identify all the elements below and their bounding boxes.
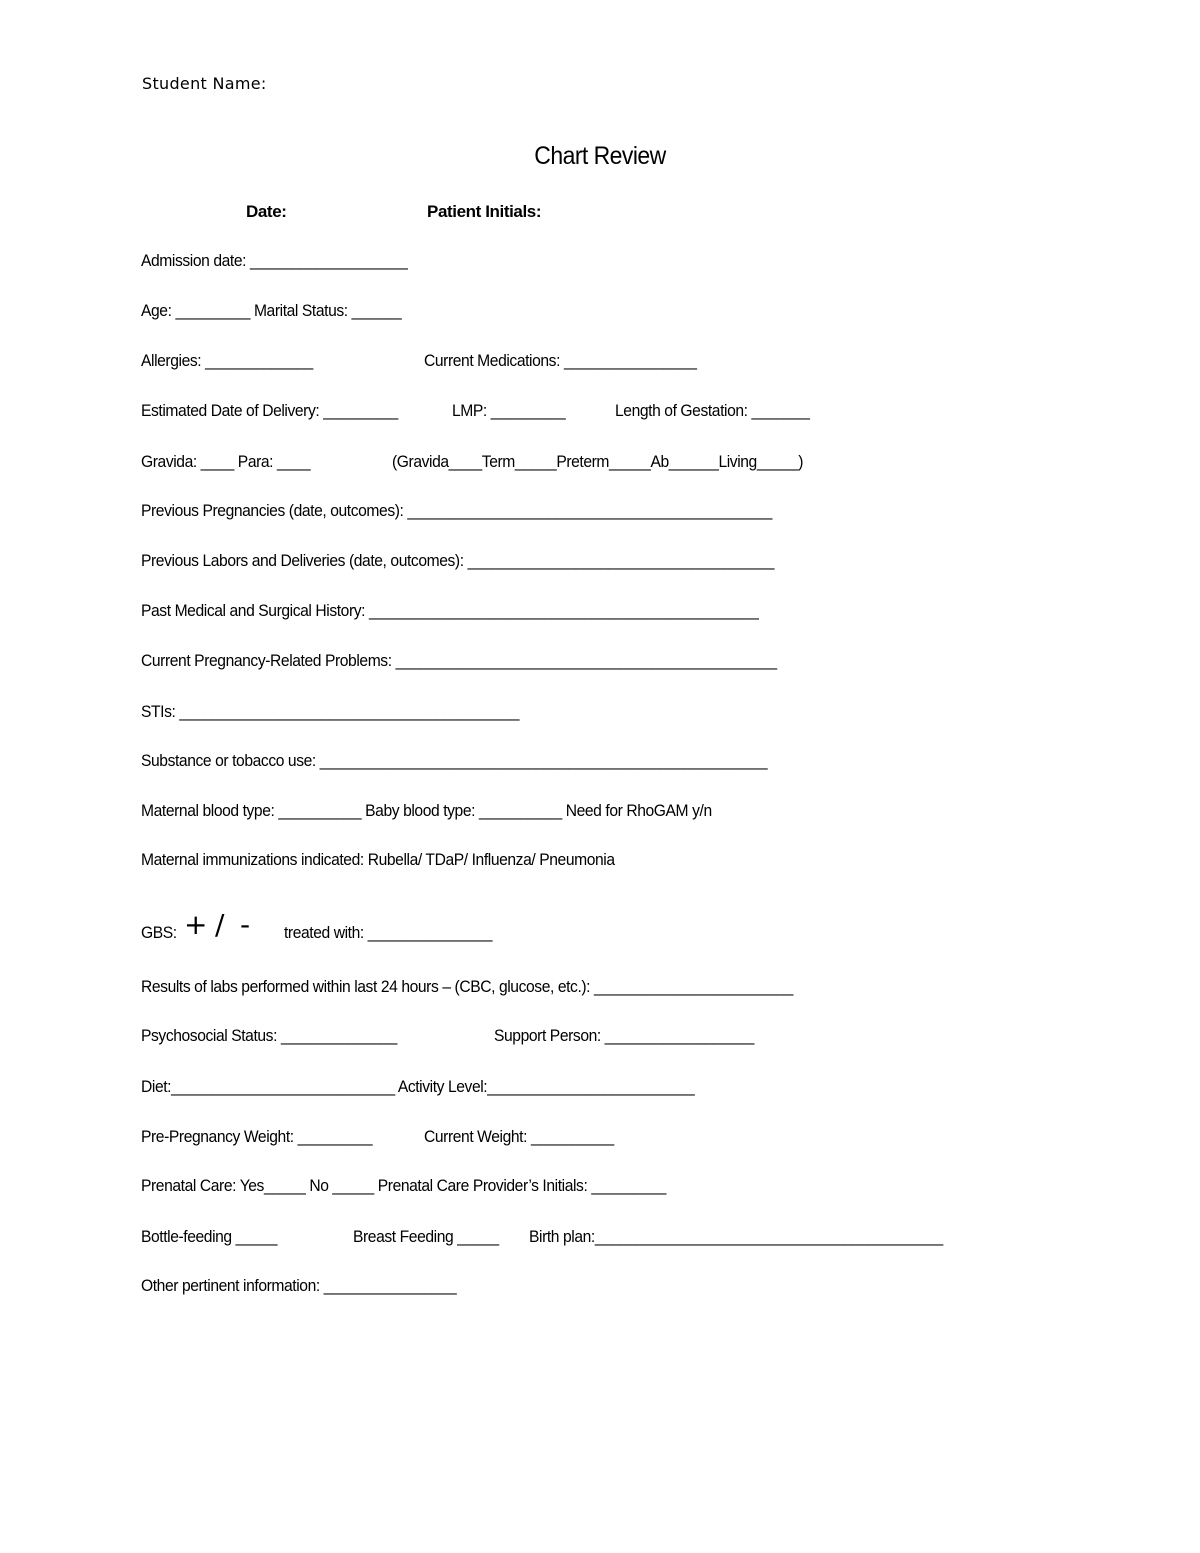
bottle-feeding-field[interactable]: Bottle-feeding _____	[141, 1227, 278, 1246]
patient-initials-label: Patient Initials:	[427, 202, 542, 221]
support-person-field[interactable]: Support Person: __________________	[494, 1026, 754, 1045]
gtpal-field[interactable]: (Gravida____Term_____Preterm_____Ab______Living_____)	[392, 452, 804, 471]
previous-labors-field[interactable]: Previous Labors and Deliveries (date, outcomes): _____________________________________	[141, 551, 775, 570]
page-title: Chart Review	[534, 142, 666, 170]
current-medications-field[interactable]: Current Medications: ________________	[424, 351, 697, 370]
blood-type-field[interactable]: Maternal blood type: __________ Baby blood type: __________ Need for RhoGAM y/n	[141, 801, 712, 820]
gbs-treated-with-field[interactable]: treated with: _______________	[284, 923, 493, 942]
estimated-delivery-date-field[interactable]: Estimated Date of Delivery: _________	[141, 401, 398, 420]
stis-field[interactable]: STIs: _________________________________________	[141, 702, 520, 721]
gbs-positive-option[interactable]: +	[184, 908, 208, 941]
gbs-label: GBS:	[141, 923, 177, 942]
substance-use-field[interactable]: Substance or tobacco use: ______________________________________________________	[141, 751, 768, 770]
gbs-negative-option[interactable]: -	[240, 908, 251, 941]
gbs-slash: /	[215, 908, 225, 941]
current-pregnancy-problems-field[interactable]: Current Pregnancy-Related Problems: ______________________________________________	[141, 651, 777, 670]
labs-24-hours-field[interactable]: Results of labs performed within last 24 hours – (CBC, glucose, etc.): ________________________	[141, 977, 793, 996]
admission-date-field[interactable]: Admission date: ___________________	[141, 251, 408, 270]
birth-plan-field[interactable]: Birth plan:__________________________________________	[529, 1227, 943, 1246]
previous-pregnancies-field[interactable]: Previous Pregnancies (date, outcomes): ____________________________________________	[141, 501, 772, 520]
breast-feeding-field[interactable]: Breast Feeding _____	[353, 1227, 499, 1246]
gestation-length-field[interactable]: Length of Gestation: _______	[615, 401, 810, 420]
lmp-field[interactable]: LMP: _________	[452, 401, 566, 420]
student-name-label: Student Name:	[142, 74, 267, 93]
other-information-field[interactable]: Other pertinent information: ________________	[141, 1276, 457, 1295]
past-medical-history-field[interactable]: Past Medical and Surgical History: _______________________________________________	[141, 601, 759, 620]
gravida-para-field[interactable]: Gravida: ____ Para: ____	[141, 452, 311, 471]
psychosocial-status-field[interactable]: Psychosocial Status: ______________	[141, 1026, 397, 1045]
immunizations-field[interactable]: Maternal immunizations indicated: Rubella/ TDaP/ Influenza/ Pneumonia	[141, 850, 615, 869]
date-label: Date:	[246, 202, 287, 221]
allergies-field[interactable]: Allergies: _____________	[141, 351, 313, 370]
age-marital-status-field[interactable]: Age: _________ Marital Status: ______	[141, 301, 402, 320]
prenatal-care-field[interactable]: Prenatal Care: Yes_____ No _____ Prenatal Care Provider’s Initials: _________	[141, 1176, 666, 1195]
current-weight-field[interactable]: Current Weight: __________	[424, 1127, 614, 1146]
pre-pregnancy-weight-field[interactable]: Pre-Pregnancy Weight: _________	[141, 1127, 373, 1146]
diet-activity-field[interactable]: Diet:___________________________ Activity Level:_________________________	[141, 1077, 695, 1096]
